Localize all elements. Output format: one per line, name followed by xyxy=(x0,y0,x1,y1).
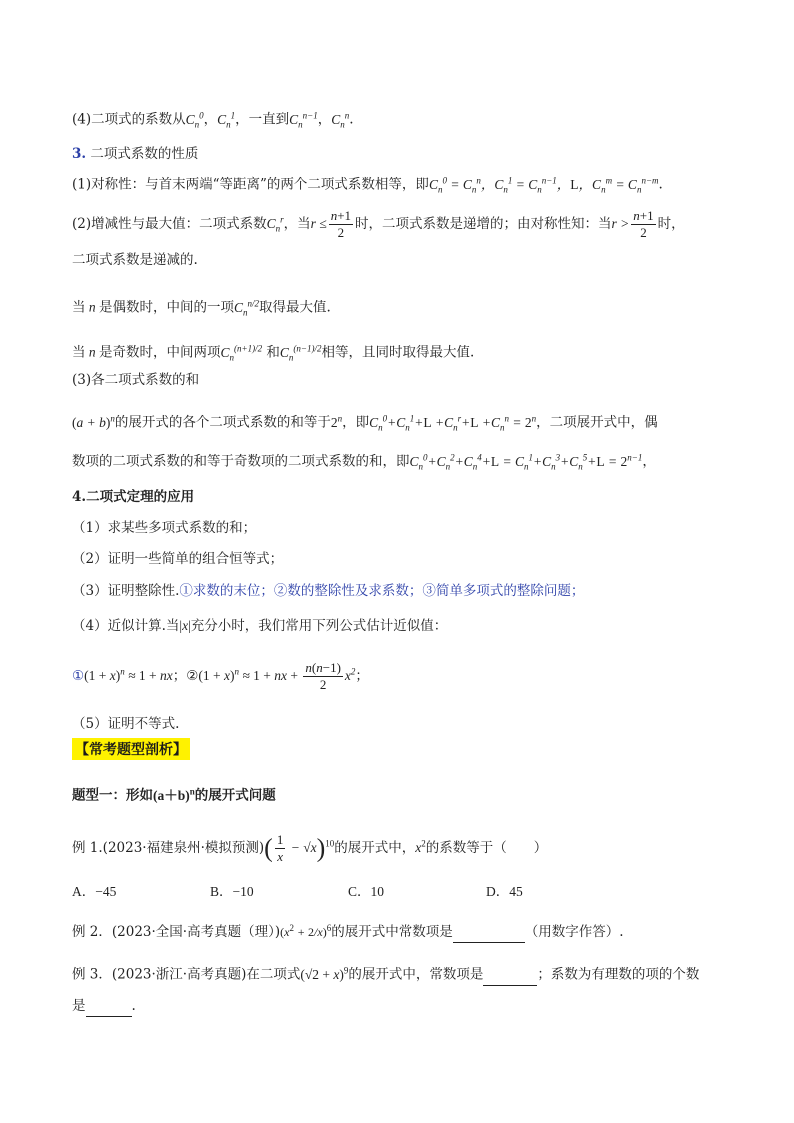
formula-a-plus-b-n: $(a + b)^n$ xyxy=(72,413,115,430)
section-3-heading xyxy=(72,144,734,164)
sum-line-1 xyxy=(72,408,734,437)
application-4-text-b: 充分小时，我们常用下列公式估计近似值： xyxy=(190,618,448,634)
coef-range-line: (4)二项式的系数从$C_n^0$，$C_n^1$，一直到$C_n^{n-1}$，$C_n^n$. xyxy=(72,110,354,130)
odd-text-b: 是奇数时，中间两项 xyxy=(99,344,221,361)
example-3-line xyxy=(72,960,734,986)
coef-range-text: (4)二项式的系数从 xyxy=(72,111,186,128)
example-2-text-c: （用数字作答）. xyxy=(524,924,624,940)
application-4-text-a: （4）近似计算.当 xyxy=(72,618,180,634)
fraction-n-plus-1-over-2: $\frac{n+1}{2}$ xyxy=(330,208,352,240)
formula-r-le: r ≤ xyxy=(310,216,327,231)
application-1-text: （1）求某些多项式系数的和； xyxy=(72,520,257,536)
symmetry-line: (1)对称性：与首末两端“等距离”的两个二项式系数相等，即$C_n^0 = C_n^n$，$C_n^1 = C_n^{n-1}$，L，$C_n^m = C_n^{n-m}$. xyxy=(72,175,663,195)
formula-abs-x: |x| xyxy=(179,618,191,633)
answer-blank-ex2[interactable] xyxy=(453,922,525,943)
monotonic-line-2 xyxy=(72,250,734,270)
example-3-text-d: ；系数为有理数的项的个数 xyxy=(537,966,700,983)
formula-c-n-minus-half: $C_n^{(n-1)/2}$ xyxy=(279,343,322,363)
odd-text-d: 相等，且同时取得最大值. xyxy=(321,344,475,361)
formula-c-n-n-1: $C_n^{n-1}$ xyxy=(289,110,318,130)
formula-x-squared: $x^2$ xyxy=(344,666,356,683)
sum-title: (3)各二项式系数的和 xyxy=(72,372,200,388)
section-4-heading xyxy=(72,487,734,507)
odd-text-a: 当 xyxy=(72,344,86,361)
example-1-line: 例 1.(2023·福建泉州·模拟预测)( $\frac{1}{x}$ − √x)$^{10}$的展开式中，$x^2$的系数等于（ ） xyxy=(72,832,548,864)
application-3-text-a: （3）证明整除性. xyxy=(72,583,180,599)
application-3 xyxy=(72,581,734,601)
answer-blank-ex3-b[interactable] xyxy=(86,996,132,1017)
sum-line-2: 数项的二项式系数的和等于奇数项的二项式系数的和，即$C_n^0+C_n^2+C_n^4+L = C_n^1+C_n^3+C_n^5+L = 2^{n-1}$， xyxy=(72,452,656,472)
type-1-title-line xyxy=(72,781,734,806)
sum-text-b: ，即 xyxy=(342,414,370,431)
monotonic-text-a: (2)增减性与最大值：二项式系数 xyxy=(72,216,267,232)
monotonic-text-c: 时，二项式系数是递增的；由对称性知：当 xyxy=(355,216,612,232)
application-3-text-b: ①求数的末位；②数的整除性及求系数；③简单多项式的整除问题； xyxy=(179,583,585,599)
formula-c-n-plus-half: $C_n^{(n+1)/2}$ xyxy=(220,343,263,363)
odd-text-c: 和 xyxy=(266,344,280,361)
common-types-heading: 【常考题型剖析】 xyxy=(72,738,190,760)
option-d[interactable]: D．45 xyxy=(486,884,523,899)
type-1-title-b: 的展开式问题 xyxy=(194,787,276,804)
approx-formula-2: $(1 + x)^n \approx 1$ + nx + xyxy=(198,666,302,683)
example-1-text-c: 的系数等于（ ） xyxy=(425,840,548,856)
odd-case-line xyxy=(72,338,734,367)
option-a[interactable]: A．−45 xyxy=(72,884,117,899)
section-3-number: 3. xyxy=(72,146,87,162)
example-1-source: 例 1.(2023·福建泉州·模拟预测) xyxy=(72,840,265,856)
formula-c-n-half: $C_n^{n/2}$ xyxy=(234,298,260,318)
example-1-text-b: 的展开式中， xyxy=(334,840,416,856)
example-3-text-c: 的展开式中，常数项是 xyxy=(348,966,484,983)
example-2-text-b: 的展开式中常数项是 xyxy=(331,924,453,940)
section-3-title: 二项式系数的性质 xyxy=(90,146,199,162)
application-5 xyxy=(72,714,734,734)
formula-2-n: 2$^n$ xyxy=(330,413,343,430)
fraction-1-over-x: $\frac{1}{x}$ xyxy=(276,832,284,864)
formula-c-n-n: $C_n^n$ xyxy=(331,110,350,130)
symmetry-formula: $C_n^0 = C_n^n$，$C_n^1 = C_n^{n-1}$，L，$C_n^m = C_n^{n-m}$ xyxy=(428,175,659,195)
sum-text-c: ，二项展开式中，偶 xyxy=(536,414,658,431)
even-text-b: 是偶数时，中间的一项 xyxy=(99,299,234,316)
monotonic-text-e: 二项式系数是递减的. xyxy=(72,252,198,268)
formula-even-odd-sum: $C_n^0+C_n^2+C_n^4+L = C_n^1+C_n^3+C_n^5+L = 2^{n-1}$ xyxy=(409,452,643,472)
option-c[interactable]: C．10 xyxy=(348,884,385,899)
formula-x2-plus-2-over-x-6: $(x^2 + 2/x)^6$ xyxy=(280,923,332,939)
section-4-title: 4.二项式定理的应用 xyxy=(72,489,195,505)
even-case-line xyxy=(72,293,734,322)
monotonic-text-d: 时， xyxy=(657,216,685,232)
formula-sqrt2-plus-x-9: $(√2 + x)^9$ xyxy=(300,965,349,982)
even-text-a: 当 xyxy=(72,299,86,316)
option-b[interactable]: B．−10 xyxy=(210,884,254,899)
monotonic-line xyxy=(72,208,734,241)
example-2-source: 例 2．(2023·全国·高考真题（理）) xyxy=(72,924,281,940)
monotonic-text-b: ，当 xyxy=(283,216,311,232)
symmetry-text: (1)对称性：与首末两端“等距离”的两个二项式系数相等，即 xyxy=(72,176,429,193)
formula-sum-all: $C_n^0+C_n^1+L +C_n^r+L +C_n^n = 2^n$ xyxy=(369,413,537,433)
fraction-n-plus-1-over-2-b: $\frac{n+1}{2}$ xyxy=(633,208,654,240)
application-2 xyxy=(72,549,734,569)
approx-formula-1: $(1 + x)^n \approx 1$ + nx xyxy=(84,666,173,683)
exponent-10: 10 xyxy=(325,838,335,849)
example-1-options xyxy=(72,880,722,900)
answer-blank-ex3-a[interactable] xyxy=(483,965,537,986)
approx-formulas: ①(1 + x)$^n$ ≈ 1 + nx；②(1 + x)$^n$ ≈ 1 + nx + $\frac{n(n-1)}{2}$ $x^2$； xyxy=(72,660,369,692)
fraction-n-n-minus-1-over-2: $\frac{n(n-1)}{2}$ xyxy=(305,660,341,692)
application-1 xyxy=(72,518,734,538)
sum-title-line xyxy=(72,370,734,390)
variable-n-odd: n xyxy=(85,344,99,360)
type-1-title-a: 题型一：形如 xyxy=(72,787,153,804)
formula-c-n-1: $C_n^1$ xyxy=(217,110,236,130)
formula-a-plus-b-n-bold: $(a+b)^n$ xyxy=(153,786,195,803)
formula-c-n-r: $C_n^r$ xyxy=(266,214,284,234)
example-3-text-e: 是 xyxy=(72,998,86,1014)
circled-2: ② xyxy=(186,668,199,683)
sum-text-d: 数项的二项式系数的和等于奇数项的二项式系数的和，即 xyxy=(72,453,410,470)
example-2-line xyxy=(72,918,734,943)
example-3-source: 例 3．(2023·浙江·高考真题) xyxy=(72,966,247,983)
formula-c-n-0: $C_n^0$ xyxy=(185,110,204,130)
application-4 xyxy=(72,616,734,636)
application-2-text: （2）证明一些简单的组合恒等式； xyxy=(72,551,284,567)
example-3-text-b: 在二项式 xyxy=(246,966,301,983)
formula-x2: $x^2$ xyxy=(415,838,426,855)
formula-minus-sqrt-x: − √x xyxy=(287,840,317,855)
variable-n: n xyxy=(85,299,99,315)
application-5-text: （5）证明不等式. xyxy=(72,716,180,732)
sum-text-a: 的展开式的各个二项式系数的和等于 xyxy=(114,414,331,431)
approx-separator: ； xyxy=(172,668,187,684)
formula-r-gt: r > xyxy=(611,216,630,231)
even-text-c: 取得最大值. xyxy=(259,299,331,316)
circled-1: ① xyxy=(72,668,85,683)
example-3-line-2 xyxy=(72,996,734,1017)
example-3-text-f: . xyxy=(131,998,136,1014)
coef-range-text-b: ，一直到 xyxy=(235,111,290,128)
